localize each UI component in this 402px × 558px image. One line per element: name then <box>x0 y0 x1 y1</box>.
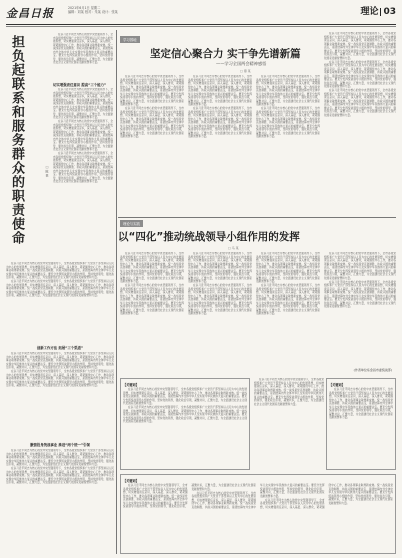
column-divider <box>116 30 117 554</box>
left-sub3 <box>6 440 114 448</box>
left-article-intro <box>53 33 113 79</box>
paragraph: 在以习近平同志为核心的党中央坚强领导下，全市各级党组织和广大党员干部坚持以人民为中心的发展思想，切实增强责任意识，深入基层、深入群众，紧紧围绕中心工作，推动各项事业取得新成效。统一战线是党克敌制胜、执政兴国的重要法宝，是团结海内外全体中华儿女实现中华民族伟大复兴的重要法宝。要充分发挥统战领导小组的作用，坚持党的领导，强化政治引领，凝聚共识，汇聚力量，为全面建设社会主义现代化国家贡献智慧和力量。 <box>123 484 256 508</box>
paragraph: 在以习近平同志为核心的党中央坚强领导下，全市各级党组织和广大党员干部坚持以人民为中心的发展思想，切实增强责任意识，深入基层、深入群众，紧紧围绕中心工作，推动各项事业取得新成效。统一战线是党克敌制胜、执政兴国的重要法宝，是团结海内外全体中华儿女实现中华民族伟大复兴的重要法宝。要充分发挥统战领导小组的作用，坚持党的领导，强化政治引领，凝聚共识，汇聚力量，为全面建设社会主义现代化国家贡献智慧和力量。 <box>324 60 396 88</box>
paragraph: 在以习近平同志为核心的党中央坚强领导下，全市各级党组织和广大党员干部坚持以人民为中心的发展思想，切实增强责任意识，深入基层、深入群众，紧紧围绕中心工作，推动各项事业取得新成效。统一战线是党克敌制胜、执政兴国的重要法宝，是团结海内外全体中华儿女实现中华民族伟大复兴的重要法宝。要充分发挥统战领导小组的作用，坚持党的领导，强化政治引领，凝聚共识，汇聚力量，为全面建设社会主义现代化国家贡献智慧和力量。 <box>120 75 184 106</box>
top-article-headline: 坚定信心聚合力 实干争先谱新篇 <box>150 48 301 60</box>
left-article-col1 <box>53 88 113 260</box>
paragraph: 在以习近平同志为核心的党中央坚强领导下，全市各级党组织和广大党员干部坚持以人民为中心的发展思想，切实增强责任意识，深入基层、深入群众，紧紧围绕中心工作，推动各项事业取得新成效。统一战线是党克敌制胜、执政兴国的重要法宝，是团结海内外全体中华儿女实现中华民族伟大复兴的重要法宝。要充分发挥统战领导小组的作用，坚持党的领导，强化政治引领，凝聚共识，汇聚力量，为全面建设社会主义现代化国家贡献智慧和力量。 <box>256 252 320 283</box>
paragraph: 在以习近平同志为核心的党中央坚强领导下，全市各级党组织和广大党员干部坚持以人民为中心的发展思想，切实增强责任意识，深入基层、深入群众，紧紧围绕中心工作，推动各项事业取得新成效。统一战线是党克敌制胜、执政兴国的重要法宝，是团结海内外全体中华儿女实现中华民族伟大复兴的重要法宝。要充分发挥统战领导小组的作用，坚持党的领导，强化政治引领，凝聚共识，汇聚力量，为全面建设社会主义现代化国家贡献智慧和力量。 <box>6 352 114 369</box>
header-rule-thin <box>6 26 396 27</box>
issue-meta <box>68 6 118 14</box>
paragraph: 在以习近平同志为核心的党中央坚强领导下，全市各级党组织和广大党员干部坚持以人民为中心的发展思想，切实增强责任意识，深入基层、深入群众，紧紧围绕中心工作，推动各项事业取得新成效。统一战线是党克敌制胜、执政兴国的重要法宝，是团结海内外全体中华儿女实现中华民族伟大复兴的重要法宝。要充分发挥统战领导小组的作用，坚持党的领导，强化政治引领，凝聚共识，汇聚力量，为全面建设社会主义现代化国家贡献智慧和力量。 <box>256 75 320 106</box>
top-article-tag: 学习园地 <box>120 36 140 43</box>
left-article-col4 <box>6 449 114 553</box>
bottom-article-tag: 理论与实践 <box>120 220 143 227</box>
paragraph: 在以习近平同志为核心的党中央坚强领导下，全市各级党组织和广大党员干部坚持以人民为中心的发展思想，切实增强责任意识，深入基层、深入群众，紧紧围绕中心工作，推动各项事业取得新成效。统一战线是党克敌制胜、执政兴国的重要法宝，是团结海内外全体中华儿女实现中华民族伟大复兴的重要法宝。要充分发挥统战领导小组的作用，坚持党的领导，强化政治引领，凝聚共识，汇聚力量，为全面建设社会主义现代化国家贡献智慧和力量。 <box>53 152 113 183</box>
section-divider <box>380 8 381 16</box>
paragraph: 在以习近平同志为核心的党中央坚强领导下，全市各级党组织和广大党员干部坚持以人民为中心的发展思想，切实增强责任意识，深入基层、深入群众，紧紧围绕中心工作，推动各项事业取得新成效。统一战线是党克敌制胜、执政兴国的重要法宝，是团结海内外全体中华儿女实现中华民族伟大复兴的重要法宝。要充分发挥统战领导小组的作用，坚持党的领导，强化政治引领，凝聚共识，汇聚力量，为全面建设社会主义现代化国家贡献智慧和力量。 <box>53 33 113 64</box>
paragraph: 在以习近平同志为核心的党中央坚强领导下，全市各级党组织和广大党员干部坚持以人民为中心的发展思想，切实增强责任意识，深入基层、深入群众，紧紧围绕中心工作，推动各项事业取得新成效。统一战线是党克敌制胜、执政兴国的重要法宝，是团结海内外全体中华儿女实现中华民族伟大复兴的重要法宝。要充分发挥统战领导小组的作用，坚持党的领导，强化政治引领，凝聚共识，汇聚力量，为全面建设社会主义现代化国家贡献智慧和力量。 <box>188 252 252 283</box>
keyword-box-1 <box>120 378 250 470</box>
keyword-box-2 <box>326 378 396 470</box>
top-article-subheadline: ——学习全国两会精神感悟 <box>216 61 267 66</box>
paragraph: 在以习近平同志为核心的党中央坚强领导下，全市各级党组织和广大党员干部坚持以人民为中心的发展思想，切实增强责任意识，深入基层、深入群众，紧紧围绕中心工作，推动各项事业取得新成效。统一战线是党克敌制胜、执政兴国的重要法宝，是团结海内外全体中华儿女实现中华民族伟大复兴的重要法宝。要充分发挥统战领导小组的作用，坚持党的领导，强化政治引领，凝聚共识，汇聚力量，为全面建设社会主义现代化国家贡献智慧和力量。 <box>329 388 393 419</box>
paragraph: 在以习近平同志为核心的党中央坚强领导下，全市各级党组织和广大党员干部坚持以人民为中心的发展思想，切实增强责任意识，深入基层、深入群众，紧紧围绕中心工作，推动各项事业取得新成效。统一战线是党克敌制胜、执政兴国的重要法宝，是团结海内外全体中华儿女实现中华民族伟大复兴的重要法宝。要充分发挥统战领导小组的作用，坚持党的领导，强化政治引领，凝聚共识，汇聚力量，为全面建设社会主义现代化国家贡献智慧和力量。 <box>6 280 114 297</box>
bottom-article-byline: □ 马 某 <box>228 246 239 250</box>
section-name: 理论 <box>360 7 379 17</box>
paragraph: 在以习近平同志为核心的党中央坚强领导下，全市各级党组织和广大党员干部坚持以人民为中心的发展思想，切实增强责任意识，深入基层、深入群众，紧紧围绕中心工作，推动各项事业取得新成效。统一战线是党克敌制胜、执政兴国的重要法宝，是团结海内外全体中华儿女实现中华民族伟大复兴的重要法宝。要充分发挥统战领导小组的作用，坚持党的领导，强化政治引领，凝聚共识，汇聚力量，为全面建设社会主义现代化国家贡献智慧和力量。 <box>324 252 396 280</box>
keyword-side-text <box>254 378 324 470</box>
paragraph: 在以习近平同志为核心的党中央坚强领导下，全市各级党组织和广大党员干部坚持以人民为中心的发展思想，切实增强责任意识，深入基层、深入群众，紧紧围绕中心工作，推动各项事业取得新成效。统一战线是党克敌制胜、执政兴国的重要法宝，是团结海内外全体中华儿女实现中华民族伟大复兴的重要法宝。要充分发挥统战领导小组的作用，坚持党的领导，强化政治引领，凝聚共识，汇聚力量，为全面建设社会主义现代化国家贡献智慧和力量。 <box>120 252 184 283</box>
paragraph: 在以习近平同志为核心的党中央坚强领导下，全市各级党组织和广大党员干部坚持以人民为中心的发展思想，切实增强责任意识，深入基层、深入群众，紧紧围绕中心工作，推动各项事业取得新成效。统一战线是党克敌制胜、执政兴国的重要法宝，是团结海内外全体中华儿女实现中华民族伟大复兴的重要法宝。要充分发挥统战领导小组的作用，坚持党的领导，强化政治引领，凝聚共识，汇聚力量，为全面建设社会主义现代化国家贡献智慧和力量。 <box>256 284 320 315</box>
paragraph: 在以习近平同志为核心的党中央坚强领导下，全市各级党组织和广大党员干部坚持以人民为中心的发展思想，切实增强责任意识，深入基层、深入群众，紧紧围绕中心工作，推动各项事业取得新成效。统一战线是党克敌制胜、执政兴国的重要法宝，是团结海内外全体中华儿女实现中华民族伟大复兴的重要法宝。要充分发挥统战领导小组的作用，坚持党的领导，强化政治引领，凝聚共识，汇聚力量，为全面建设社会主义现代化国家贡献智慧和力量。 <box>120 107 184 138</box>
left-article-headline: 担负起联系和服务群众的职责使命 <box>9 35 24 245</box>
top-article-col3 <box>256 75 320 215</box>
top-article-col2 <box>188 75 252 215</box>
bottom-article-col2 <box>188 252 252 364</box>
paragraph: 在以习近平同志为核心的党中央坚强领导下，全市各级党组织和广大党员干部坚持以人民为中心的发展思想，切实增强责任意识，深入基层、深入群众，紧紧围绕中心工作，推动各项事业取得新成效。统一战线是党克敌制胜、执政兴国的重要法宝，是团结海内外全体中华儿女实现中华民族伟大复兴的重要法宝。要充分发挥统战领导小组的作用，坚持党的领导，强化政治引领，凝聚共识，汇聚力量，为全面建设社会主义现代化国家贡献智慧和力量。 <box>324 32 396 60</box>
paragraph: 在以习近平同志为核心的党中央坚强领导下，全市各级党组织和广大党员干部坚持以人民为中心的发展思想，切实增强责任意识，深入基层、深入群众，紧紧围绕中心工作，推动各项事业取得新成效。统一战线是党克敌制胜、执政兴国的重要法宝，是团结海内外全体中华儿女实现中华民族伟大复兴的重要法宝。要充分发挥统战领导小组的作用，坚持党的领导，强化政治引领，凝聚共识，汇聚力量，为全面建设社会主义现代化国家贡献智慧和力量。 <box>123 406 247 423</box>
paragraph: 在以习近平同志为核心的党中央坚强领导下，全市各级党组织和广大党员干部坚持以人民为中心的发展思想，切实增强责任意识，深入基层、深入群众，紧紧围绕中心工作，推动各项事业取得新成效。统一战线是党克敌制胜、执政兴国的重要法宝，是团结海内外全体中华儿女实现中华民族伟大复兴的重要法宝。要充分发挥统战领导小组的作用，坚持党的领导，强化政治引领，凝聚共识，汇聚力量，为全面建设社会主义现代化国家贡献智慧和力量。 <box>254 378 324 406</box>
bottom-article-col3 <box>256 252 320 364</box>
paragraph: 在以习近平同志为核心的党中央坚强领导下，全市各级党组织和广大党员干部坚持以人民为中心的发展思想，切实增强责任意识，深入基层、深入群众，紧紧围绕中心工作，推动各项事业取得新成效。统一战线是党克敌制胜、执政兴国的重要法宝，是团结海内外全体中华儿女实现中华民族伟大复兴的重要法宝。要充分发挥统战领导小组的作用，坚持党的领导，强化政治引领，凝聚共识，汇聚力量，为全面建设社会主义现代化国家贡献智慧和力量。 <box>324 89 396 117</box>
paragraph: 在以习近平同志为核心的党中央坚强领导下，全市各级党组织和广大党员干部坚持以人民为中心的发展思想，切实增强责任意识，深入基层、深入群众，紧紧围绕中心工作，推动各项事业取得新成效。统一战线是党克敌制胜、执政兴国的重要法宝，是团结海内外全体中华儿女实现中华民族伟大复兴的重要法宝。要充分发挥统战领导小组的作用，坚持党的领导，强化政治引领，凝聚共识，汇聚力量，为全面建设社会主义现代化国家贡献智慧和力量。 <box>6 467 114 484</box>
paragraph: 在以习近平同志为核心的党中央坚强领导下，全市各级党组织和广大党员干部坚持以人民为中心的发展思想，切实增强责任意识，深入基层、深入群众，紧紧围绕中心工作，推动各项事业取得新成效。统一战线是党克敌制胜、执政兴国的重要法宝，是团结海内外全体中华儿女实现中华民族伟大复兴的重要法宝。要充分发挥统战领导小组的作用，坚持党的领导，强化政治引领，凝聚共识，汇聚力量，为全面建设社会主义现代化国家贡献智慧和力量。 <box>53 120 113 151</box>
bottom-article-headline: 以“四化”推动统战领导小组作用的发挥 <box>118 231 300 243</box>
paragraph: 在以习近平同志为核心的党中央坚强领导下，全市各级党组织和广大党员干部坚持以人民为中心的发展思想，切实增强责任意识，深入基层、深入群众，紧紧围绕中心工作，推动各项事业取得新成效。统一战线是党克敌制胜、执政兴国的重要法宝，是团结海内外全体中华儿女实现中华民族伟大复兴的重要法宝。要充分发挥统战领导小组的作用，坚持党的领导，强化政治引领，凝聚共识，汇聚力量，为全面建设社会主义现代化国家贡献智慧和力量。 <box>53 88 113 119</box>
paragraph: 在以习近平同志为核心的党中央坚强领导下，全市各级党组织和广大党员干部坚持以人民为中心的发展思想，切实增强责任意识，深入基层、深入群众，紧紧围绕中心工作，推动各项事业取得新成效。统一战线是党克敌制胜、执政兴国的重要法宝，是团结海内外全体中华儿女实现中华民族伟大复兴的重要法宝。要充分发挥统战领导小组的作用，坚持党的领导，强化政治引领，凝聚共识，汇聚力量，为全面建设社会主义现代化国家贡献智慧和力量。 <box>260 484 393 509</box>
paragraph: 在以习近平同志为核心的党中央坚强领导下，全市各级党组织和广大党员干部坚持以人民为中心的发展思想，切实增强责任意识，深入基层、深入群众，紧紧围绕中心工作，推动各项事业取得新成效。统一战线是党克敌制胜、执政兴国的重要法宝，是团结海内外全体中华儿女实现中华民族伟大复兴的重要法宝。要充分发挥统战领导小组的作用，坚持党的领导，强化政治引领，凝聚共识，汇聚力量，为全面建设社会主义现代化国家贡献智慧和力量。 <box>6 262 114 279</box>
editor-credits: 编辑：刘某 校对：朱某 设计：张某 <box>68 10 118 15</box>
keyword-box-3 <box>120 474 396 554</box>
paragraph: 在以习近平同志为核心的党中央坚强领导下，全市各级党组织和广大党员干部坚持以人民为中心的发展思想，切实增强责任意识，深入基层、深入群众，紧紧围绕中心工作，推动各项事业取得新成效。统一战线是党克敌制胜、执政兴国的重要法宝，是团结海内外全体中华儿女实现中华民族伟大复兴的重要法宝。要充分发挥统战领导小组的作用，坚持党的领导，强化政治引领，凝聚共识，汇聚力量，为全面建设社会主义现代化国家贡献智慧和力量。 <box>120 284 184 315</box>
paragraph: 在以习近平同志为核心的党中央坚强领导下，全市各级党组织和广大党员干部坚持以人民为中心的发展思想，切实增强责任意识，深入基层、深入群众，紧紧围绕中心工作，推动各项事业取得新成效。统一战线是党克敌制胜、执政兴国的重要法宝，是团结海内外全体中华儿女实现中华民族伟大复兴的重要法宝。要充分发挥统战领导小组的作用，坚持党的领导，强化政治引领，凝聚共识，汇聚力量，为全面建设社会主义现代化国家贡献智慧和力量。 <box>188 284 252 315</box>
section-divider-line <box>118 217 396 218</box>
header-rule <box>6 24 396 25</box>
bottom-article-col1 <box>120 252 184 364</box>
author-affiliation: (作者单位系金昌市委统战部) <box>353 368 392 372</box>
keyword-box-title: 【关键词】 <box>329 383 345 387</box>
issue-date: 2021年6月1日 星期二 <box>68 6 101 10</box>
section-label <box>360 4 396 17</box>
page-number: 03 <box>383 7 396 17</box>
newspaper-logo: 金昌日报 <box>6 7 54 20</box>
left-sub2 <box>6 343 114 351</box>
keyword-box-title: 【关键词】 <box>123 383 139 387</box>
left-article-sub3: 激情投身统战事业 推进“两个统一”引领 <box>30 443 90 447</box>
top-article-col1 <box>120 75 184 215</box>
paragraph: 在以习近平同志为核心的党中央坚强领导下，全市各级党组织和广大党员干部坚持以人民为中心的发展思想，切实增强责任意识，深入基层、深入群众，紧紧围绕中心工作，推动各项事业取得新成效。统一战线是党克敌制胜、执政兴国的重要法宝，是团结海内外全体中华儿女实现中华民族伟大复兴的重要法宝。要充分发挥统战领导小组的作用，坚持党的领导，强化政治引领，凝聚共识，汇聚力量，为全面建设社会主义现代化国家贡献智慧和力量。 <box>324 280 396 308</box>
paragraph: 在以习近平同志为核心的党中央坚强领导下，全市各级党组织和广大党员干部坚持以人民为中心的发展思想，切实增强责任意识，深入基层、深入群众，紧紧围绕中心工作，推动各项事业取得新成效。统一战线是党克敌制胜、执政兴国的重要法宝，是团结海内外全体中华儿女实现中华民族伟大复兴的重要法宝。要充分发挥统战领导小组的作用，坚持党的领导，强化政治引领，凝聚共识，汇聚力量，为全面建设社会主义现代化国家贡献智慧和力量。 <box>123 388 247 405</box>
left-article-sub2: 创新工作方法 拓展“三个渠道” <box>36 346 84 350</box>
paragraph: 在以习近平同志为核心的党中央坚强领导下，全市各级党组织和广大党员干部坚持以人民为中心的发展思想，切实增强责任意识，深入基层、深入群众，紧紧围绕中心工作，推动各项事业取得新成效。统一战线是党克敌制胜、执政兴国的重要法宝，是团结海内外全体中华儿女实现中华民族伟大复兴的重要法宝。要充分发挥统战领导小组的作用，坚持党的领导，强化政治引领，凝聚共识，汇聚力量，为全面建设社会主义现代化国家贡献智慧和力量。 <box>256 107 320 138</box>
masthead <box>6 4 396 26</box>
bottom-article-col4 <box>324 252 396 364</box>
left-article-sub1: 切实增强责任意识 提高“三个能力” <box>53 83 107 87</box>
paragraph: 在以习近平同志为核心的党中央坚强领导下，全市各级党组织和广大党员干部坚持以人民为中心的发展思想，切实增强责任意识，深入基层、深入群众，紧紧围绕中心工作，推动各项事业取得新成效。统一战线是党克敌制胜、执政兴国的重要法宝，是团结海内外全体中华儿女实现中华民族伟大复兴的重要法宝。要充分发挥统战领导小组的作用，坚持党的领导，强化政治引领，凝聚共识，汇聚力量，为全面建设社会主义现代化国家贡献智慧和力量。 <box>191 484 325 509</box>
keyword-box-title: 【关键词】 <box>123 479 139 483</box>
left-article-col3 <box>6 352 114 440</box>
left-article-col2 <box>6 262 114 342</box>
top-article-col4 <box>324 32 396 215</box>
paragraph: 在以习近平同志为核心的党中央坚强领导下，全市各级党组织和广大党员干部坚持以人民为中心的发展思想，切实增强责任意识，深入基层、深入群众，紧紧围绕中心工作，推动各项事业取得新成效。统一战线是党克敌制胜、执政兴国的重要法宝，是团结海内外全体中华儿女实现中华民族伟大复兴的重要法宝。要充分发挥统战领导小组的作用，坚持党的领导，强化政治引领，凝聚共识，汇聚力量，为全面建设社会主义现代化国家贡献智慧和力量。 <box>188 107 252 138</box>
paragraph: 在以习近平同志为核心的党中央坚强领导下，全市各级党组织和广大党员干部坚持以人民为中心的发展思想，切实增强责任意识，深入基层、深入群众，紧紧围绕中心工作，推动各项事业取得新成效。统一战线是党克敌制胜、执政兴国的重要法宝，是团结海内外全体中华儿女实现中华民族伟大复兴的重要法宝。要充分发挥统战领导小组的作用，坚持党的领导，强化政治引领，凝聚共识，汇聚力量，为全面建设社会主义现代化国家贡献智慧和力量。 <box>6 449 114 466</box>
left-article-byline: □ 陈 某 <box>45 165 49 177</box>
paragraph: 在以习近平同志为核心的党中央坚强领导下，全市各级党组织和广大党员干部坚持以人民为中心的发展思想，切实增强责任意识，深入基层、深入群众，紧紧围绕中心工作，推动各项事业取得新成效。统一战线是党克敌制胜、执政兴国的重要法宝，是团结海内外全体中华儿女实现中华民族伟大复兴的重要法宝。要充分发挥统战领导小组的作用，坚持党的领导，强化政治引领，凝聚共识，汇聚力量，为全面建设社会主义现代化国家贡献智慧和力量。 <box>6 370 114 387</box>
top-article-byline: □ 谭 某 <box>240 69 251 73</box>
paragraph: 在以习近平同志为核心的党中央坚强领导下，全市各级党组织和广大党员干部坚持以人民为中心的发展思想，切实增强责任意识，深入基层、深入群众，紧紧围绕中心工作，推动各项事业取得新成效。统一战线是党克敌制胜、执政兴国的重要法宝，是团结海内外全体中华儿女实现中华民族伟大复兴的重要法宝。要充分发挥统战领导小组的作用，坚持党的领导，强化政治引领，凝聚共识，汇聚力量，为全面建设社会主义现代化国家贡献智慧和力量。 <box>188 75 252 106</box>
